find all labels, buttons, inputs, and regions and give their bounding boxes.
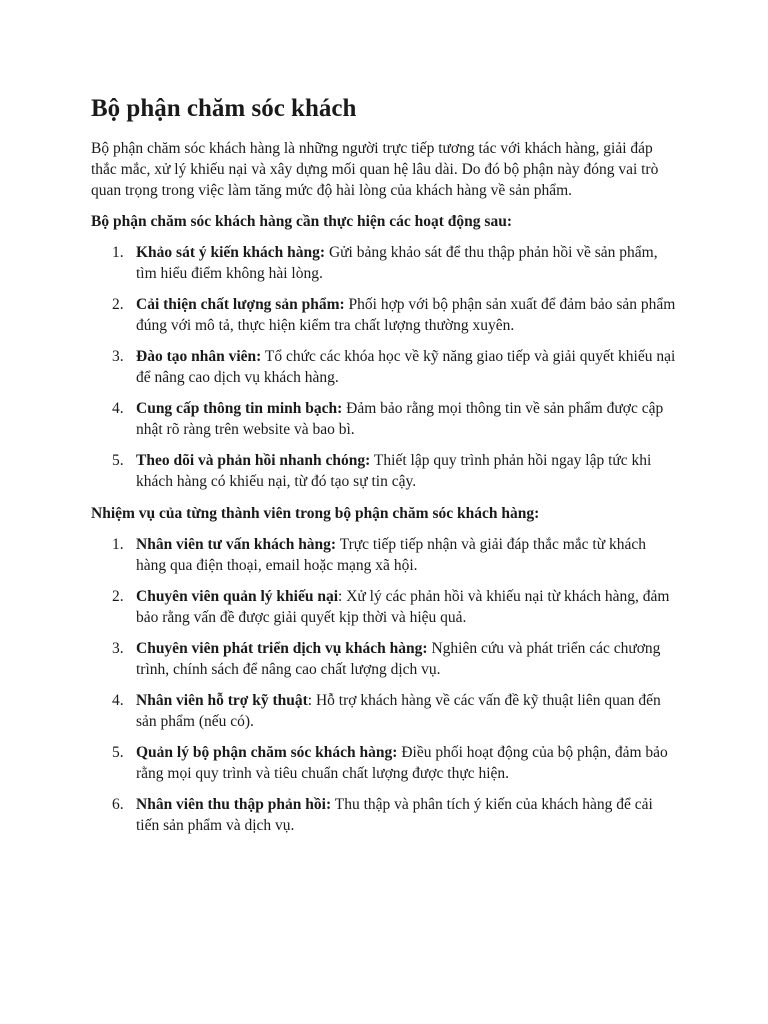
list-item-text: Đảm bảo rằng mọi thông tin về sản phẩm được cập nhật rõ ràng trên website và bao bì. [136,400,664,438]
list-item-text: Thu thập và phân tích ý kiến của khách hàng để cải tiến sản phẩm và dịch vụ. [136,796,653,834]
list-number: 1. [112,244,124,261]
list-item-text: Gửi bảng khảo sát để thu thập phản hồi về sản phẩm, tìm hiểu điểm không hài lòng. [136,244,658,282]
list-item-text: Thiết lập quy trình phản hồi ngay lập tức khi khách hàng có khiếu nại, từ đó tạo sự tin cậy. [136,452,652,490]
list-item [112,742,676,784]
list-item-text: Phối hợp với bộ phận sản xuất để đảm bảo sản phẩm đúng với mô tả, thực hiện kiểm tra chất lượng thường xuyên. [136,296,676,334]
list-item-text: Điều phối hoạt động của bộ phận, đảm bảo rằng mọi quy trình và tiêu chuẩn chất lượng được thực hiện. [136,744,668,782]
list-item [112,346,676,388]
list-number: 3. [112,640,124,657]
list-item [112,242,676,284]
duties-list [91,534,676,836]
list-number: 5. [112,744,124,761]
activities-list [91,242,676,492]
list-number: 2. [112,588,124,605]
list-item [112,690,676,732]
list-item-text: Nghiên cứu và phát triển các chương trình, chính sách để nâng cao chất lượng dịch vụ. [136,640,661,678]
list-item [112,794,676,836]
list-item-term: Khảo sát ý kiến khách hàng: [136,244,326,261]
list-item [112,398,676,440]
document-title: Bộ phận chăm sóc khách [91,95,357,122]
list-item-term: Cung cấp thông tin minh bạch: [136,400,343,417]
section-2-heading: Nhiệm vụ của từng thành viên trong bộ phận chăm sóc khách hàng: [91,505,540,522]
list-item [112,294,676,336]
list-item-term: Chuyên viên quản lý khiếu nại [136,588,339,605]
list-number: 5. [112,452,124,469]
list-item [112,586,676,628]
list-number: 4. [112,400,124,417]
list-item-term: Quản lý bộ phận chăm sóc khách hàng: [136,744,398,761]
intro-paragraph: Bộ phận chăm sóc khách hàng là những người trực tiếp tương tác với khách hàng, giải đáp thắc mắc, xử lý khiếu nại và xây dựng mối quan hệ lâu dài. Do đó bộ phận này đóng vai trò quan trọng trong việc làm tăng mức độ hài lòng của khách hàng về sản phẩm. [91,140,659,199]
list-item-term: Cải thiện chất lượng sản phẩm: [136,296,345,313]
list-item-term: Nhân viên tư vấn khách hàng: [136,536,337,553]
list-item [112,450,676,492]
list-item [112,534,676,576]
list-item-term: Chuyên viên phát triển dịch vụ khách hàng: [136,640,428,657]
list-number: 1. [112,536,124,553]
list-item-text: : Hỗ trợ khách hàng về các vấn đề kỹ thuật liên quan đến sản phẩm (nếu có). [136,692,661,730]
list-item-text: : Xử lý các phản hồi và khiếu nại từ khách hàng, đảm bảo rằng vấn đề được giải quyết kịp thời và hiệu quả. [136,588,670,626]
list-number: 3. [112,348,124,365]
list-item-text: Trực tiếp tiếp nhận và giải đáp thắc mắc từ khách hàng qua điện thoại, email hoặc mạng xã hội. [136,536,647,574]
section-1-heading: Bộ phận chăm sóc khách hàng cần thực hiện các hoạt động sau: [91,213,512,230]
list-item [112,638,676,680]
list-number: 2. [112,296,124,313]
list-item-text: Tổ chức các khóa học về kỹ năng giao tiếp và giải quyết khiếu nại để nâng cao dịch vụ khách hàng. [136,348,676,386]
list-item-term: Theo dõi và phản hồi nhanh chóng: [136,452,371,469]
list-number: 4. [112,692,124,709]
list-item-term: Nhân viên hỗ trợ kỹ thuật [136,692,308,709]
list-item-term: Nhân viên thu thập phản hồi: [136,796,332,813]
list-number: 6. [112,796,124,813]
list-item-term: Đào tạo nhân viên: [136,348,262,365]
